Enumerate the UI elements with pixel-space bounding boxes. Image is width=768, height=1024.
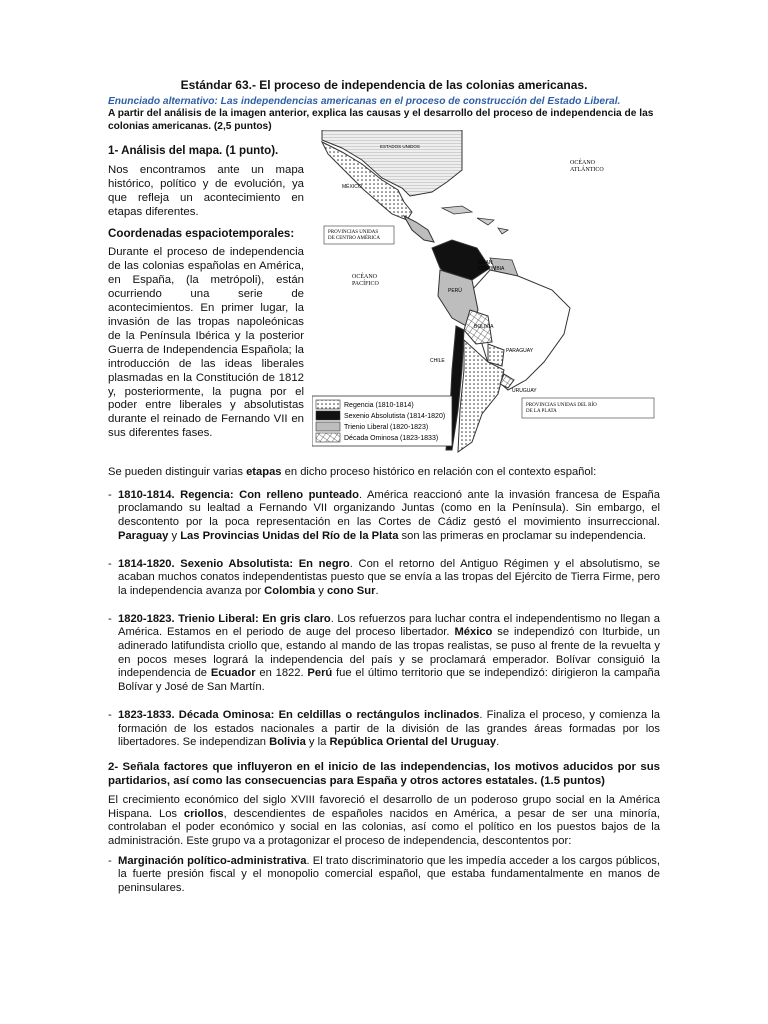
colombia-label: GRAN COLOMBIA (478, 260, 505, 272)
stage-bold: México (454, 626, 493, 639)
exercise-prompt: A partir del análisis de la imagen anterior, explica las causas y el desarrollo del proceso de independencia de las colonias americanas. (2,5 puntos) (108, 108, 654, 132)
centroamerica-label: PROVINCIAS UNIDAS DE CENTRO AMÉRICA (328, 230, 380, 241)
stage-item-decada (108, 709, 660, 750)
stage-bold: República Oriental del Uruguay (329, 736, 497, 749)
map-figure (312, 130, 658, 460)
section1-heading: 1- Análisis del mapa. (1 punto). (108, 144, 279, 157)
stage-text: . Finaliza el proceso, y comienza la formación de los estados nacionales a partir de la división de las grandes áreas formadas por los libertadores. Se independizan (118, 708, 660, 749)
map-analysis-column (108, 144, 304, 460)
section2-paragraph (108, 794, 660, 849)
stage-text: y (168, 529, 181, 542)
uruguay-label: URUGUAY (512, 388, 537, 394)
paraguay-label: PARAGUAY (506, 348, 534, 354)
stage-text: . América reaccionó ante la invasión francesa de España proclamando su lealtad a Fernando VII organizando Juntas (como en la Península). Sin embargo, el descontento por la poca representación en las Cortes de Cádiz gestó el movimiento insurreccional. (118, 488, 660, 529)
list-dash: - (108, 708, 112, 721)
stage-bold: Bolivia (269, 736, 306, 749)
stage-text: son las primeras en proclamar su independencia. (398, 529, 646, 542)
stages-intro-text: Se pueden distinguir varias (108, 466, 247, 478)
legend-label-regencia: Regencia (1810-1814) (344, 402, 414, 409)
usa-label: ESTADOS UNIDOS (380, 144, 420, 149)
stage-text: . Los refuerzos para luchar contra el independentismo no llegan a América. Estamos en el periodo de auge del proceso libertador. (118, 612, 660, 639)
stage-item-sexenio (108, 558, 660, 599)
stage-text: se independizó con Iturbide, un adinerado latifundista criollo que, estando al mando de las tropas realistas, se puso al frente de la revuelta y en pocos meses logrará la independencia del país y se proclamará emperador. Bolívar consiguió la independencia de (118, 626, 660, 680)
stages-section (108, 466, 660, 896)
ocean-pacific-label: OCÉANO PACÍFICO (352, 274, 379, 287)
stage-bold: Colombia (264, 584, 316, 597)
legend-label-trienio: Trienio Liberal (1820-1823) (344, 424, 429, 431)
stage-text: . (375, 584, 379, 597)
stage-bold: cono Sur (326, 584, 376, 597)
stage-bold: Ecuador (210, 667, 256, 680)
list-dash: - (108, 557, 112, 570)
stage-bold: Perú (307, 667, 333, 680)
legend-swatch-trienio (316, 422, 340, 431)
stage-heading: 1820-1823. Trienio Liberal: En gris claro (118, 612, 331, 625)
legend-swatch-regencia (316, 400, 340, 409)
list-dash: - (108, 854, 112, 867)
list-dash: - (108, 488, 112, 501)
legend-label-sexenio: Sexenio Absolutista (1814-1820) (344, 413, 446, 420)
rio-plata-label: PROVINCIAS UNIDAS DEL RÍO DE LA PLATA (526, 403, 597, 414)
stage-heading: 1810-1814. Regencia: Con relleno punteado (118, 488, 359, 501)
stage-text: fue el último territorio que se independizó: dirigieron la campaña Bolívar y José de San Martín. (118, 667, 660, 694)
stage-bold: Las Provincias Unidas del Río de la Plata (180, 529, 399, 542)
legend-swatch-decada (316, 433, 340, 442)
alternative-statement: Enunciado alternativo: Las independencias americanas en el proceso de construcción del Estado Liberal. (108, 96, 621, 107)
document-page (108, 78, 660, 896)
historical-map (312, 130, 658, 460)
chile-label: CHILE (430, 358, 445, 364)
stages-intro-text-end: en dicho proceso histórico en relación con el contexto español: (281, 466, 597, 478)
factor-item-marginacion (108, 855, 660, 896)
coords-text: Durante el proceso de independencia de las colonias españolas en América, en España, (la metrópoli), están ocurriendo una serie de acontecimientos. En primer lugar, la invasión de las tropas napoleónicas de la Península Ibérica y la posterior Guerra de Independencia Española; la introducción de las ideas liberales plasmadas en la Constitución de 1812 y, posteriormente, la pugna por el poder entre liberales y absolutistas durante el reinado de Fernando VII en sus diferentes fases. (108, 246, 304, 440)
section2-text-end: , descendientes de españoles nacidos en América, a pesar de ser una minoría, controlaban el poder económico y social en las colonias, así como el político en los puestos bajos de la administración. Este grupo va a protagonizar el proceso de independencia, descontentos por: (108, 807, 660, 848)
factor-heading: Marginación político-administrativa (118, 854, 307, 867)
stage-heading: 1823-1833. Década Ominosa: En celdillas o rectángulos inclinados (118, 708, 480, 721)
stages-intro-bold: etapas (246, 466, 282, 478)
stage-item-regencia (108, 489, 660, 544)
legend-swatch-sexenio (316, 411, 340, 420)
bolivia-label: BOLIVIA (474, 324, 494, 330)
list-dash: - (108, 612, 112, 625)
ocean-atlantic-label: OCÉANO ATLÁNTICO (570, 160, 604, 173)
stage-text: y la (305, 736, 330, 749)
mexico-label: MÉXICO (342, 184, 362, 190)
stage-text: . Con el retorno del Antiguo Régimen y el absolutismo, se acaban muchos conatos independentistas puesto que se envía a las tropas del Ejército de Tierra Firme, pero la independencia avanza por (118, 557, 660, 597)
stage-bold: Paraguay (118, 529, 169, 542)
section2-bold: criollos (183, 807, 224, 820)
stages-intro (108, 466, 660, 480)
stage-item-trienio (108, 613, 660, 695)
section2-heading: 2- Señala factores que influyeron en el inicio de las independencias, los motivos aducidos por sus partidarios, así como las consecuencias para España y otros actores estatales. (1.5 puntos) (108, 760, 660, 787)
section2-text: El crecimiento económico del siglo XVIII favoreció el desarrollo de un poderoso grupo social en la América Hispana. Los (108, 793, 660, 820)
factor-text: . El trato discriminatorio que les impedía acceder a los cargos públicos, la fuerte presión fiscal y el monopolio comercial español, que estaba fundamentalmente en manos de peninsulares. (118, 854, 661, 895)
stage-heading: 1814-1820. Sexenio Absolutista: En negro (118, 557, 350, 570)
peru-label: PERÚ (448, 288, 462, 294)
legend-label-decada: Década Ominosa (1823-1833) (344, 435, 439, 442)
coords-heading: Coordenadas espaciotemporales: (108, 226, 295, 240)
stage-text: y (315, 584, 327, 597)
section1-intro: Nos encontramos ante un mapa histórico, político y de evolución, ya que refleja un acontecimiento en etapas diferentes. (108, 163, 304, 218)
document-title: Estándar 63.- El proceso de independencia de las colonias americanas. (180, 78, 588, 92)
map-legend (312, 396, 452, 446)
stage-text: en 1822. (255, 667, 308, 680)
stage-text: . (496, 736, 500, 749)
